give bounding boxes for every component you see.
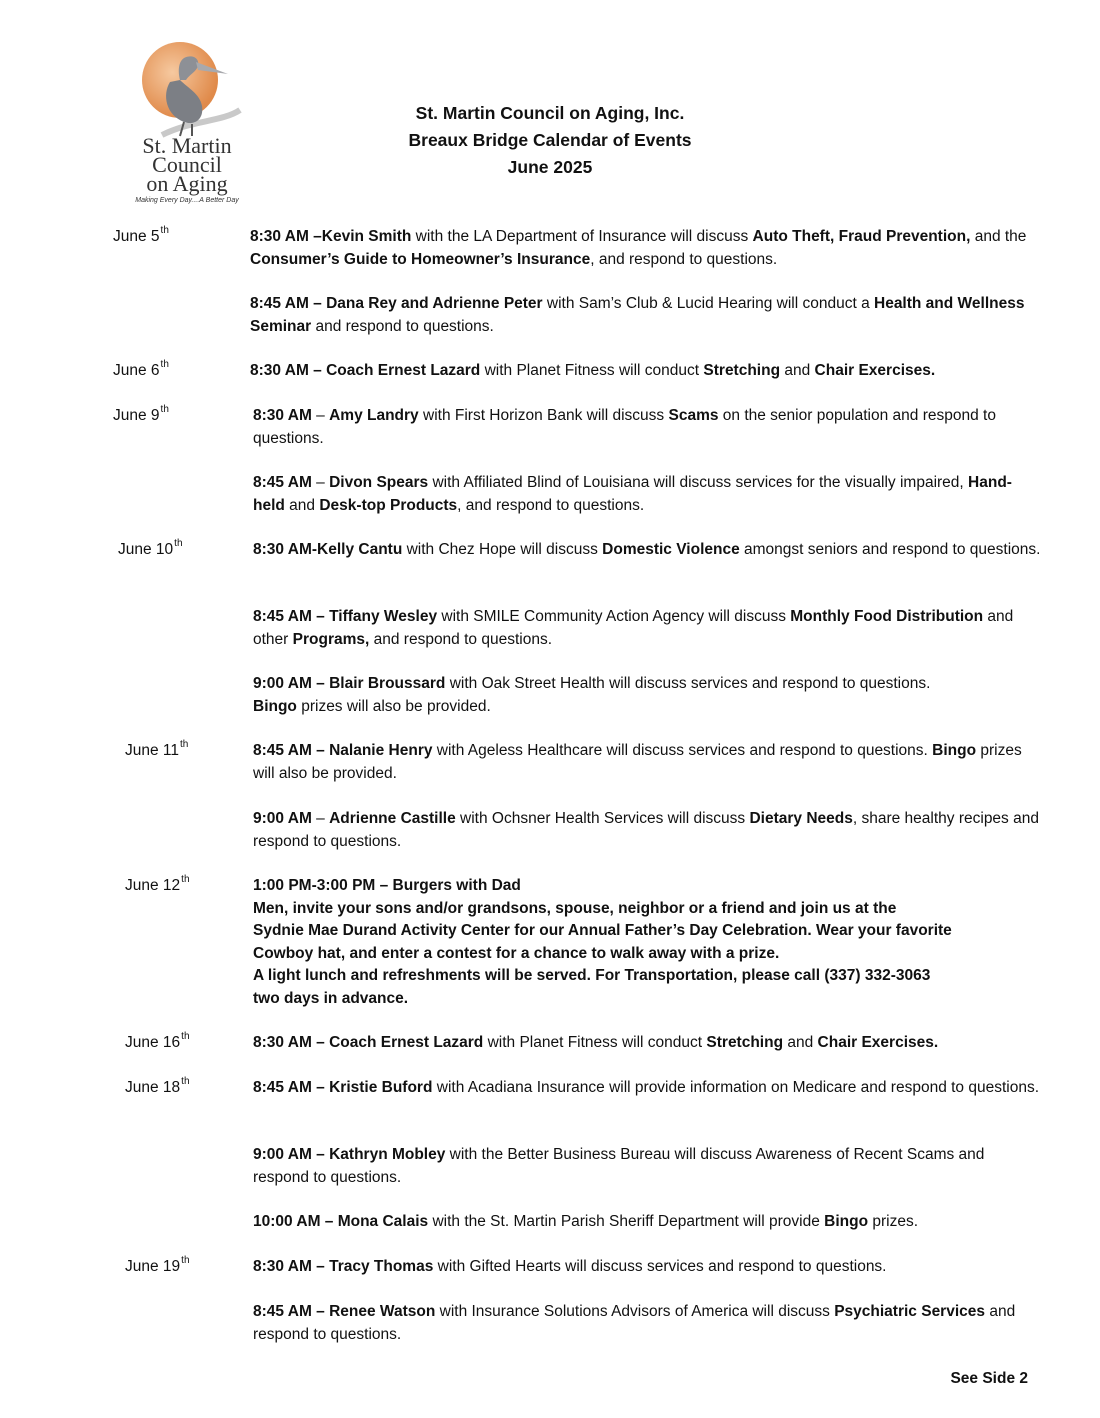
event-description: 8:30 AM – Amy Landry with First Horizon Bank will discuss Scams on the senior population and respond to questions.	[253, 407, 996, 447]
event-date-suffix: th	[160, 225, 169, 236]
event-description: 8:45 AM – Tiffany Wesley with SMILE Community Action Agency will discuss Monthly Food Distribution and other Programs, and respond to questions.	[253, 608, 1014, 648]
event-description: 8:30 AM – Coach Ernest Lazard with Planet Fitness will conduct Stretching and Chair Exercises.	[250, 362, 936, 379]
logo-line-2: Council	[152, 152, 222, 177]
event-date	[113, 226, 169, 248]
event-description: 8:45 AM – Kristie Buford with Acadiana Insurance will provide information on Medicare and respond to questions.	[253, 1079, 1040, 1096]
event-description: 8:45 AM – Nalanie Henry with Ageless Healthcare will discuss services and respond to questions. Bingo prizes will also be provided.	[253, 742, 1022, 782]
logo-tagline: Making Every Day....A Better Day	[135, 197, 239, 204]
event-date-day: June 18	[125, 1079, 181, 1096]
event-date-day: June 9	[113, 407, 160, 424]
event-description: 8:30 AM – Coach Ernest Lazard with Planet Fitness will conduct Stretching and Chair Exercises.	[253, 1034, 939, 1051]
logo-line-1: St. Martin	[142, 133, 232, 158]
event-date-day: June 5	[113, 228, 160, 245]
event-date-day: June 19	[125, 1258, 181, 1275]
event-description: 8:30 AM –Kevin Smith with the LA Department of Insurance will discuss Auto Theft, Fraud Prevention, and the Consumer’s Guide to Homeowner’s Insurance, and respond to questions.	[250, 228, 1027, 268]
event-description: 10:00 AM – Mona Calais with the St. Martin Parish Sheriff Department will provide Bingo prizes.	[253, 1213, 919, 1230]
event-date	[118, 539, 183, 561]
event-date	[125, 740, 188, 762]
event-description: 1:00 PM-3:00 PM – Burgers with Dad Men, invite your sons and/or grandsons, spouse, neighbor or a friend and join us at the Sydnie Mae Durand Activity Center for our Annual Father’s Day Celebration. Wear your favorite Cowboy hat, and enter a contest for a chance to walk away with a prize. A light lunch and refreshments will be served. For Transportation, please call (337) 332-3063 two days in advance.	[253, 877, 952, 1007]
event-date-day: June 11	[125, 742, 180, 759]
event-date-suffix: th	[181, 1076, 190, 1087]
event-description: 9:00 AM – Adrienne Castille with Ochsner Health Services will discuss Dietary Needs, share healthy recipes and respond to questions.	[253, 810, 1039, 850]
event-description: 8:45 AM – Divon Spears with Affiliated Blind of Louisiana will discuss services for the visually impaired, Hand-held and Desk-top Products, and respond to questions.	[253, 474, 1012, 514]
event-date-day: June 12	[125, 877, 181, 894]
event-date-suffix: th	[181, 874, 190, 885]
document-month: June 2025	[507, 157, 593, 177]
event-date-day: June 6	[113, 362, 160, 379]
event-description: 8:45 AM – Renee Watson with Insurance Solutions Advisors of America will discuss Psychiatric Services and respond to questions.	[253, 1303, 1016, 1343]
event-description: 9:00 AM – Blair Broussard with Oak Street Health will discuss services and respond to questions. Bingo prizes will also be provided.	[253, 675, 931, 715]
event-date	[113, 360, 169, 382]
footer-note: See Side 2	[950, 1370, 1028, 1387]
event-date-suffix: th	[160, 359, 169, 370]
event-date-suffix: th	[180, 739, 189, 750]
event-date-suffix: th	[181, 1255, 190, 1266]
document-header	[330, 100, 770, 181]
organization-name: St. Martin Council on Aging, Inc.	[415, 103, 685, 123]
event-date-suffix: th	[160, 404, 169, 415]
event-date-suffix: th	[181, 1031, 190, 1042]
event-date	[125, 875, 190, 897]
pelican-logo-icon	[132, 40, 242, 140]
document-title: Breaux Bridge Calendar of Events	[408, 130, 692, 150]
event-description: 8:45 AM – Dana Rey and Adrienne Peter with Sam’s Club & Lucid Hearing will conduct a Health and Wellness Seminar and respond to questions.	[250, 295, 1025, 335]
organization-logo	[112, 40, 262, 210]
event-date-day: June 10	[118, 541, 174, 558]
event-date	[125, 1077, 190, 1099]
event-date-suffix: th	[174, 538, 183, 549]
event-date-day: June 16	[125, 1034, 181, 1051]
event-date	[125, 1256, 190, 1278]
event-description: 8:30 AM – Tracy Thomas with Gifted Hearts will discuss services and respond to questions.	[253, 1258, 887, 1275]
event-description: 9:00 AM – Kathryn Mobley with the Better Business Bureau will discuss Awareness of Recent Scams and respond to questions.	[253, 1146, 985, 1186]
event-date	[125, 1032, 190, 1054]
event-date	[113, 405, 169, 427]
logo-line-3: on Aging	[146, 171, 228, 196]
logo-wordmark	[112, 133, 262, 207]
event-description: 8:30 AM-Kelly Cantu with Chez Hope will discuss Domestic Violence amongst seniors and respond to questions.	[253, 541, 1041, 558]
